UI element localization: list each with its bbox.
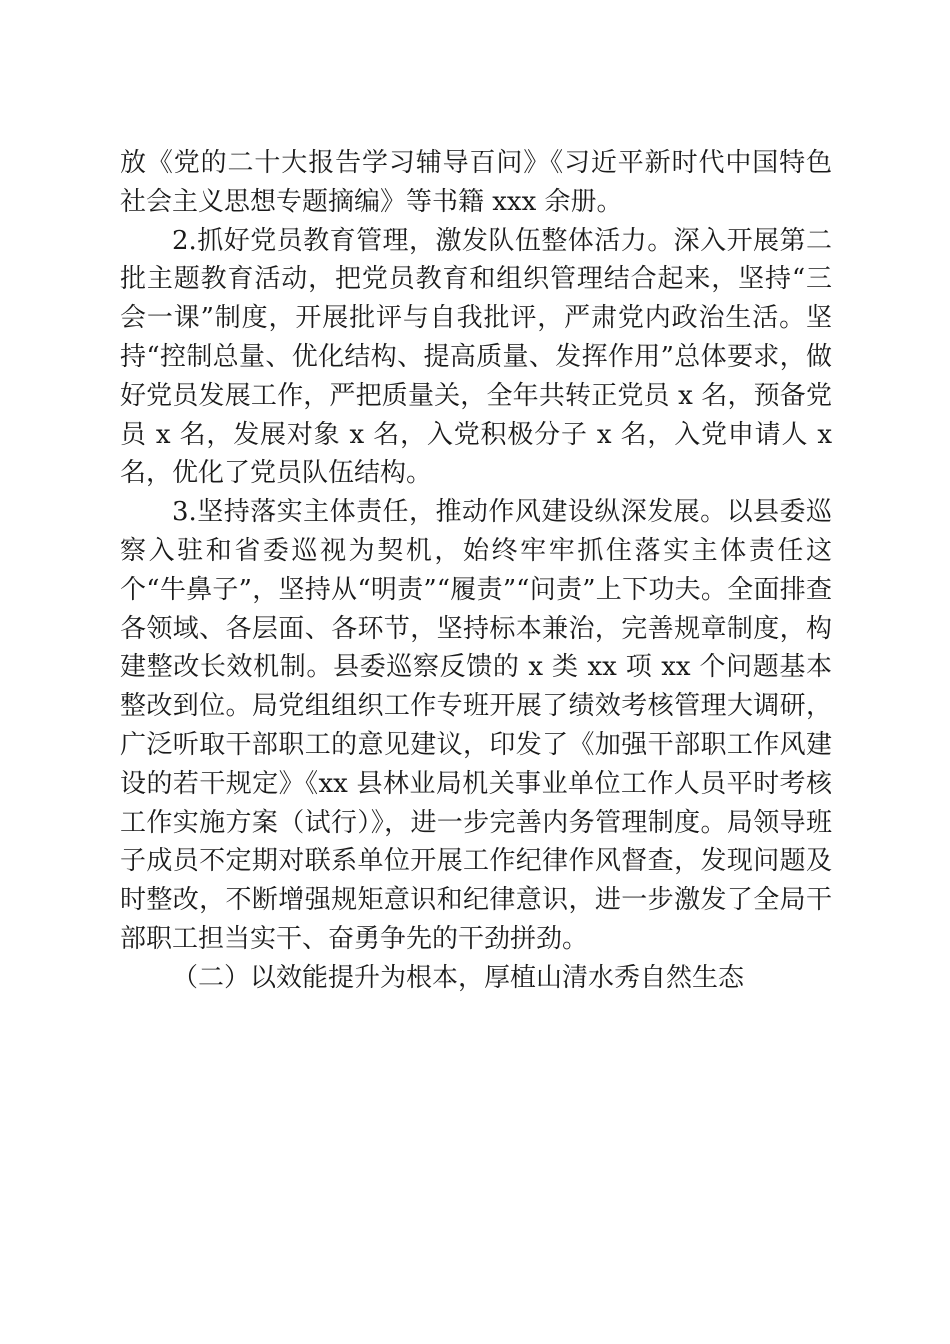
paragraph-main-responsibility: 3.坚持落实主体责任，推动作风建设纵深发展。以县委巡察入驻和省委巡视为契机，始终牢牢抓住落实主体责任这个“牛鼻子”，坚持从“明责”“履责”“问责”上下功夫。全面排查各领域、各层面、各环节，坚持标本兼治，完善规章制度，构建整改长效机制。县委巡察反馈的 x 类 xx 项 xx 个问题基本整改到位。局党组组织工作专班开展了绩效考核管理大调研，广泛听取干部职工的意见建议，印发了《加强干部职工作风建设的若干规定》《xx 县林业局机关事业单位工作人员平时考核工作实施方案（试行）》，进一步完善内务管理制度。局领导班子成员不定期对联系单位开展工作纪律作风督查，发现问题及时整改，不断增强规矩意识和纪律意识，进一步激发了全局干部职工担当实干、奋勇争先的干劲拼劲。 [120,497,832,954]
paragraph-continuation: 放《党的二十大报告学习辅导百问》《习近平新时代中国特色社会主义思想专题摘编》等书籍 xxx 余册。 [120,148,832,217]
section-heading: （二）以效能提升为根本，厚植山清水秀自然生态 [172,962,745,993]
paragraph-party-member-education: 2.抓好党员教育管理，激发队伍整体活力。深入开展第二批主题教育活动，把党员教育和组织管理结合起来，坚持“三会一课”制度，开展批评与自我批评，严肃党内政治生活。坚持“控制总量、优化结构、提高质量、发挥作用”总体要求，做好党员发展工作，严把质量关，全年共转正党员 x 名，预备党员 x 名，发展对象 x 名，入党积极分子 x 名，入党申请人 x 名，优化了党员队伍结构。 [120,225,832,489]
document-body [120,144,832,998]
